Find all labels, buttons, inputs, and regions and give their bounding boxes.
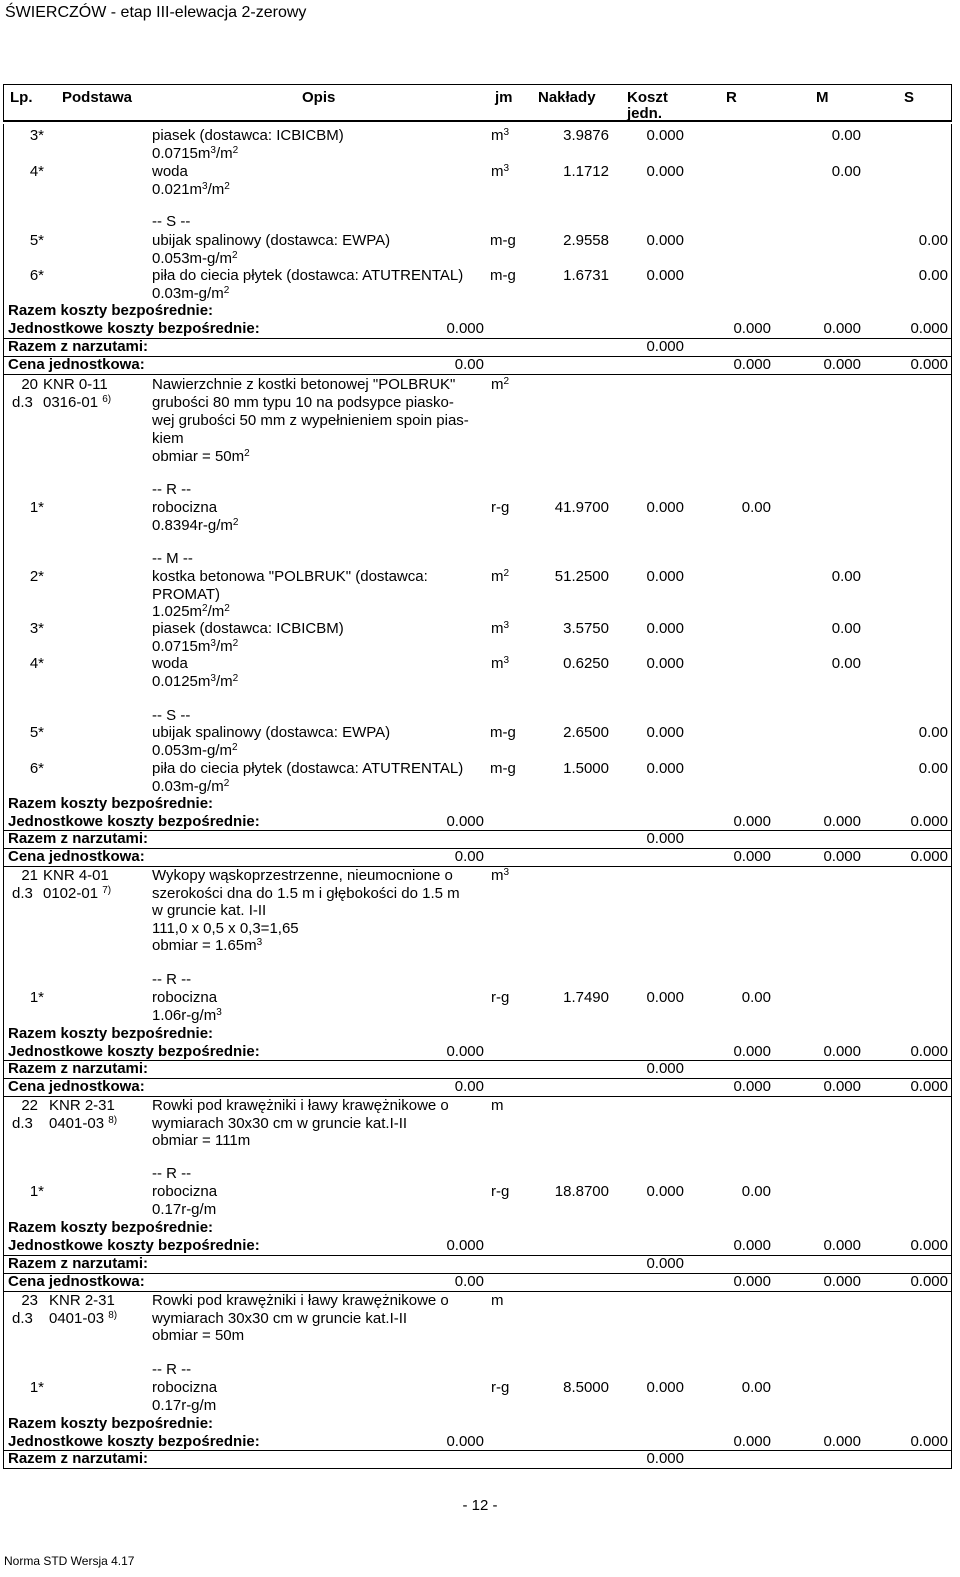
cell-text: Razem koszty bezpośrednie: [8,795,214,812]
cell-text: 3 [503,620,510,631]
cell-text: KNR 4-01 [43,867,109,884]
cell-text: 2 [202,603,208,614]
cell-text: 3* [29,620,44,637]
header-koszt: Koszt [627,89,668,106]
cell-text: piła do ciecia płytek (dostawca: ATUTRENTAL) [152,760,464,777]
cell-text: wymiarach 30x30 cm w gruncie kat.I-II [152,1310,408,1327]
cell-text: 1.1712 [563,163,609,180]
cell-text: 0.000 [446,1433,484,1450]
cell-text: m-g [490,267,516,284]
header-podstawa: Podstawa [62,89,133,106]
cell-text: wymiarach 30x30 cm w gruncie kat.I-II [152,1115,408,1132]
cell-text: 1* [29,1183,44,1200]
cell-text: m-g [490,724,516,741]
cell-text: 0.000 [733,1273,771,1290]
cell-text: ubijak spalinowy (dostawca: EWPA) [152,232,391,249]
cell-text: m [491,1097,504,1114]
cell-text: Rowki pod krawężniki i ławy krawężnikowe o [152,1097,449,1114]
cell-text: 1* [29,1379,44,1396]
cell-text: 0.000 [646,1183,684,1200]
cell-text: Jednostkowe koszty bezpośrednie: [8,813,260,830]
cell-text: 0.000 [823,1237,861,1254]
cell-text: 0.000 [823,813,861,830]
cell-text: -- S -- [152,707,191,724]
cell-text: 0.00 [454,1273,484,1290]
cell-text: 0.000 [446,1237,484,1254]
cell-text: 0.000 [733,320,771,337]
cell-text: 3 [210,673,216,684]
cell-text: 0.000 [646,163,684,180]
cell-text: 0.000 [646,724,684,741]
cell-text: 0.17r-g/m [152,1397,217,1414]
cell-text: 0.000 [823,848,861,865]
cell-text: 20 [21,376,38,393]
cell-text: obmiar [152,1327,198,1344]
cell-text: r-g [491,499,510,516]
cell-text: 0.8394r-g/m [152,517,233,534]
cell-text: grubości 80 mm typu 10 na podsypce piasko- [152,394,454,411]
cell-text: 2 [232,145,239,156]
cell-text: Jednostkowe koszty bezpośrednie: [8,1433,260,1450]
cell-text: 3 [202,181,208,192]
cell-text: -- M -- [152,550,193,567]
header-r: R [726,89,737,106]
cell-text: w gruncie kat. I-II [152,902,267,919]
cell-text: 0.000 [910,1078,948,1095]
cell-text: 3* [29,127,44,144]
cell-text: 0.000 [823,356,861,373]
cell-text: 0.000 [733,1078,771,1095]
cell-text: /m [215,638,233,655]
cell-text: 2 [232,250,238,261]
cell-text: kostka betonowa "POLBRUK" (dostawca: [152,568,428,585]
cell-text: Razem koszty bezpośrednie: [8,1025,214,1042]
cell-text: 3 [503,867,510,878]
cell-text: Razem koszty bezpośrednie: [8,1415,214,1432]
cell-text: 0.000 [823,1273,861,1290]
cell-text: 0.000 [910,813,948,830]
cell-text: 0.00 [454,356,484,373]
cell-text: 0.000 [823,1078,861,1095]
cell-text: 0.000 [646,568,684,585]
cell-text: r-g [491,989,510,1006]
cell-text: 3 [503,127,510,138]
cell-text: wej grubości 50 mm z wypełnieniem spoin pias- [152,412,469,429]
cell-text: 18.8700 [554,1183,609,1200]
cell-text: 0.000 [646,338,684,355]
cell-text: 2.9558 [563,232,609,249]
cell-text: 0.00 [831,127,861,144]
cell-text: 4* [29,163,44,180]
cell-text: 1.7490 [563,989,609,1006]
cell-text: 0.000 [823,1043,861,1060]
section-s: -- S -- [152,213,191,230]
cell-text: 0.053m-g/m [152,250,233,267]
cell-text: 1* [29,989,44,1006]
cell-text: 2 [224,603,230,614]
cell-text: d.3 [12,1115,33,1132]
cell-text: Cena jednostkowa: [8,848,145,865]
cell-text: 0.0125m [152,673,211,690]
header-naklady: Nakłady [538,89,596,106]
cell-text: 2 [503,376,510,387]
cell-text: 0.000 [910,356,948,373]
cell-text: m [491,620,504,637]
cell-text: m [491,127,504,144]
cell-text: Razem z narzutami: [8,1255,149,1272]
cell-text: Rowki pod krawężniki i ławy krawężnikowe o [152,1292,449,1309]
cell-text: 0.000 [910,848,948,865]
cell-text: piła do ciecia płytek (dostawca: ATUTRENTAL) [152,267,464,284]
cell-text: 0.000 [646,1255,684,1272]
cell-text: 0.000 [823,1433,861,1450]
cell-text: 0.00 [831,163,861,180]
cell-text: 0.021m [152,181,203,198]
cell-text: 21 [21,867,38,884]
cell-text: = 50m [202,448,245,465]
cell-text: obmiar [152,448,198,465]
cell-text: 0.00 [831,655,861,672]
cell-text: -- R -- [152,1361,192,1378]
cell-text: m [491,376,504,393]
cell-text: 1.025m [152,603,203,620]
cell-text: 0.000 [733,813,771,830]
cell-text: 5* [29,232,44,249]
cell-text: 4* [29,655,44,672]
cell-text: 0.000 [910,320,948,337]
cell-text: obmiar [152,937,198,954]
cell-text: 0.00 [918,267,948,284]
cell-text: 6* [29,760,44,777]
cell-text: m-g [490,232,516,249]
cell-text: 0.000 [646,232,684,249]
cell-text: 2 [223,285,230,296]
cell-text: 0.00 [454,1078,484,1095]
cell-text: 0.000 [910,1433,948,1450]
cell-text: m [491,867,504,884]
cell-text: 0.000 [446,813,484,830]
cell-text: 0.000 [733,848,771,865]
cell-text: 0.000 [823,320,861,337]
cell-text: Cena jednostkowa: [8,1273,145,1290]
cell-text: Jednostkowe koszty bezpośrednie: [8,1237,260,1254]
cell-text: d.3 [12,885,33,902]
cell-text: 0.000 [646,760,684,777]
cell-text: Razem koszty bezpośrednie: [8,302,214,319]
cell-text: Cena jednostkowa: [8,356,145,373]
cell-text: 1.06r-g/m [152,1007,217,1024]
cell-text: piasek (dostawca: ICBICBM) [152,127,344,144]
cell-text: Razem z narzutami: [8,1060,149,1077]
cell-text: 7) [102,885,112,896]
cell-text: 3.9876 [563,127,609,144]
cell-text: 2 [232,673,239,684]
cell-text: Razem z narzutami: [8,338,149,355]
cell-text: 0.00 [741,499,771,516]
cell-text: 0401-03 [49,1115,105,1132]
cell-text: 1.6731 [563,267,609,284]
cell-text: woda [152,163,188,180]
cell-text: 0.00 [741,1183,771,1200]
cell-text: 0.000 [646,1379,684,1396]
cell-text: -- R -- [152,971,192,988]
table-right-border [951,124,952,1469]
document-title: ŚWIERCZÓW - etap III-elewacja 2-zerowy [5,4,307,21]
cell-text: robocizna [152,1183,218,1200]
cell-text: m [491,568,504,585]
cell-text: 0.03m-g/m [152,285,224,302]
cell-text: 0.000 [646,499,684,516]
cell-text: 5* [29,724,44,741]
cell-text: 0.17r-g/m [152,1201,217,1218]
cell-text: 0.00 [918,724,948,741]
cell-text: 0.000 [733,356,771,373]
cell-text: m [491,163,504,180]
cell-text: Razem z narzutami: [8,1450,149,1467]
cell-text: 0.000 [646,127,684,144]
cell-text: 1.5000 [563,760,609,777]
header-opis: Opis [302,89,336,106]
cell-text: 3 [256,937,263,948]
cell-text: woda [152,655,188,672]
cell-text: PROMAT) [152,586,221,603]
header-lp: Lp. [10,89,33,106]
cell-text: m-g [490,760,516,777]
cell-text: 3 [210,145,216,156]
cell-text: 2 [232,517,239,528]
cell-text: /m [207,181,225,198]
cell-text: 3 [503,163,510,174]
cell-text: 0.0715m [152,638,211,655]
software-version: Norma STD Wersja 4.17 [4,1554,135,1568]
cell-text: szerokości dna do 1.5 m i głębokości do 1.5 m [152,885,460,902]
cell-text: Nawierzchnie z kostki betonowej "POLBRUK" [152,376,456,393]
cell-text: ubijak spalinowy (dostawca: EWPA) [152,724,391,741]
cell-text: 0401-03 [49,1310,105,1327]
cell-text: = 1.65m [202,937,257,954]
cell-text: /m [215,145,233,162]
cell-text: KNR 0-11 [43,376,108,393]
cell-text: 0.000 [733,1433,771,1450]
cell-text: 111,0 x 0,5 x 0,3=1,65 [152,920,299,937]
cell-text: 0.000 [446,1043,484,1060]
cell-text: 2 [232,742,238,753]
cell-text: 0102-01 [43,885,99,902]
cell-text: 0.00 [741,989,771,1006]
table-left-border [3,124,4,1469]
cell-text: 0.00 [831,568,861,585]
cell-text: 3 [210,638,216,649]
cell-text: 22 [21,1097,38,1114]
cell-text: 0.6250 [563,655,609,672]
cell-text: 0.000 [910,1043,948,1060]
cell-text: 0.000 [910,1273,948,1290]
cell-text: 0.00 [741,1379,771,1396]
cell-text: Jednostkowe koszty bezpośrednie: [8,1043,260,1060]
cell-text: 1* [29,499,44,516]
cell-text: 0.000 [646,989,684,1006]
cell-text: r-g [491,1183,510,1200]
cell-text: d.3 [12,394,33,411]
cell-text: 0.000 [646,1450,684,1467]
cell-text: r-g [491,1379,510,1396]
cell-text: KNR 2-31 [49,1097,115,1114]
cell-text: 2 [223,778,230,789]
cell-text: 6) [102,394,112,405]
cell-text: m [491,1292,504,1309]
cell-text: 0.00 [454,848,484,865]
cell-text: robocizna [152,499,218,516]
cell-text: 0316-01 [43,394,99,411]
cell-text: 0.03m-g/m [152,778,224,795]
page-number: - 12 - [462,1497,498,1514]
cell-text: 2.6500 [563,724,609,741]
cell-text: 0.000 [646,620,684,637]
cell-text: 3 [216,1007,222,1018]
cell-text: 0.000 [446,320,484,337]
cell-text: -- R -- [152,1165,192,1182]
cell-text: robocizna [152,989,218,1006]
cell-text: 3.5750 [563,620,609,637]
cell-text: 0.000 [733,1237,771,1254]
table-bottom-border [3,1468,952,1469]
header-m: M [816,89,829,106]
cell-text: 0.000 [646,1060,684,1077]
cell-text: Razem koszty bezpośrednie: [8,1219,214,1236]
cell-text: = 111m [202,1132,251,1149]
cell-text: kiem [152,430,184,447]
cell-text: 2* [29,568,44,585]
cell-text: 8) [108,1310,118,1321]
cell-text: /m [215,673,233,690]
cell-text: 8.5000 [563,1379,609,1396]
header-jm: jm [495,89,513,106]
cell-text: 0.000 [646,830,684,847]
cell-text: 3 [503,655,510,666]
header-koszt-jedn: jedn. [627,105,663,122]
cell-text: obmiar [152,1132,198,1149]
cell-text: -- R -- [152,481,192,498]
cell-text: 0.000 [646,655,684,672]
cell-text: 41.9700 [554,499,609,516]
cell-text: d.3 [12,1310,33,1327]
cell-text: 0.000 [733,1043,771,1060]
cell-text: /m [207,603,225,620]
cell-text: 51.2500 [554,568,609,585]
cell-text: 2 [503,568,510,579]
cell-text: 2 [232,638,239,649]
cell-text: Wykopy wąskoprzestrzenne, nieumocnione o [152,867,453,884]
cell-text: 0.00 [918,232,948,249]
cell-text: m [491,655,504,672]
cell-text: 23 [21,1292,38,1309]
cell-text: 0.000 [910,1237,948,1254]
cell-text: Jednostkowe koszty bezpośrednie: [8,320,260,337]
cell-text: 0.0715m [152,145,211,162]
header-s: S [904,89,915,106]
cell-text: 0.053m-g/m [152,742,233,759]
table-header [3,84,952,122]
cell-text: 0.000 [646,267,684,284]
cell-text: 0.00 [918,760,948,777]
cell-text: piasek (dostawca: ICBICBM) [152,620,344,637]
cell-text: 2 [244,448,250,459]
cell-text: robocizna [152,1379,218,1396]
cell-text: Razem z narzutami: [8,830,149,847]
cell-text: = 50m [202,1327,245,1344]
cell-text: 6* [29,267,44,284]
cell-text: 2 [224,181,230,192]
cell-text: Cena jednostkowa: [8,1078,145,1095]
cell-text: 8) [108,1115,118,1126]
cell-text: KNR 2-31 [49,1292,115,1309]
cell-text: 0.00 [831,620,861,637]
